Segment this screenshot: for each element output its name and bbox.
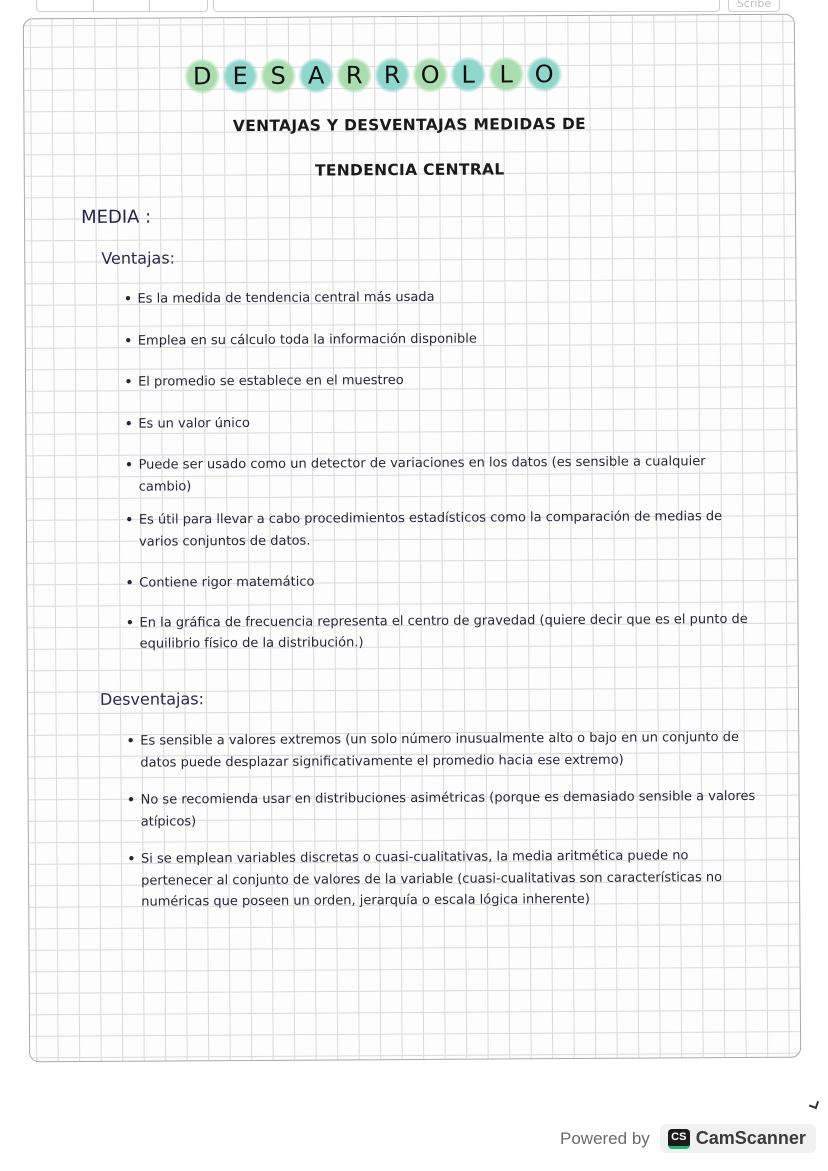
list-item: • Es sensible a valores extremos (un solo número inusualmente alto o bajo en un conjunto de datos puede desplazar significativamente el promedio hacia ese extremo): [126, 727, 756, 774]
subheading-desventajas: Desventajas:: [99, 689, 205, 709]
list-item: • Si se emplean variables discretas o cuasi-cualitativas, la media aritmética puede no pertenecer al conjunto de valores de la variable (cuasi-cualitativas son características no numéricas que poseen un orden, jerarquía o escala lógica inherente): [127, 845, 757, 913]
camscanner-brand: CamScanner: [695, 1128, 806, 1148]
section-heading-media: MEDIA :: [80, 206, 152, 229]
binder-top-strip: [0, 0, 828, 14]
title-letter: L: [450, 57, 486, 93]
list-item: • En la gráfica de frecuencia representa el centro de gravedad (quiere decir que es el punto de equilibrio físico de la distribución.): [125, 608, 755, 655]
ventajas-list: [123, 285, 755, 655]
list-item: • Es útil para llevar a cabo procedimientos estadísticos como la comparación de medias de varios conjuntos de datos.: [125, 506, 755, 553]
list-item: • Es la medida de tendencia central más usada: [123, 285, 753, 310]
top-tab-middle: [213, 0, 720, 12]
list-item: • El promedio se establece en el muestreo: [124, 368, 754, 393]
title-letter: L: [488, 56, 524, 92]
title-letter: A: [298, 57, 334, 93]
list-item: • Emplea en su cálculo toda la información disponible: [124, 326, 754, 351]
title-letter: D: [184, 58, 220, 94]
title-letter: R: [336, 57, 372, 93]
desventajas-list: [126, 727, 757, 913]
top-tab-left: [36, 0, 208, 12]
list-item: • Contiene rigor matemático: [125, 569, 755, 594]
camscanner-watermark: [560, 1124, 816, 1153]
camscanner-badge: [660, 1124, 816, 1153]
subtitle-line-2: TENDENCIA CENTRAL: [314, 160, 505, 180]
grid-paper-sheet: [23, 14, 801, 1063]
title-letter: S: [260, 58, 296, 94]
page-subtitle: [184, 102, 635, 195]
title-letter: R: [374, 57, 410, 93]
title-letter: O: [526, 56, 562, 92]
list-item: • Es un valor único: [124, 409, 754, 434]
scan-corner-mark: [809, 1099, 819, 1109]
subheading-ventajas: Ventajas:: [101, 248, 176, 268]
title-letter: O: [412, 57, 448, 93]
powered-by-label: Powered by: [560, 1128, 650, 1148]
list-item: • No se recomienda usar en distribuciones asimétricas (porque es demasiado sensible a valores atípicos): [127, 786, 757, 833]
subtitle-line-1: VENTAJAS Y DESVENTAJAS MEDIDAS DE: [232, 114, 587, 136]
page-title: [184, 56, 562, 94]
list-item: • Puede ser usado como un detector de variaciones en los datos (es sensible a cualquier cambio): [124, 451, 754, 498]
title-letter: E: [222, 58, 258, 94]
camscanner-logo-icon: CS: [668, 1129, 690, 1149]
top-tab-right: Scribe: [728, 0, 780, 12]
